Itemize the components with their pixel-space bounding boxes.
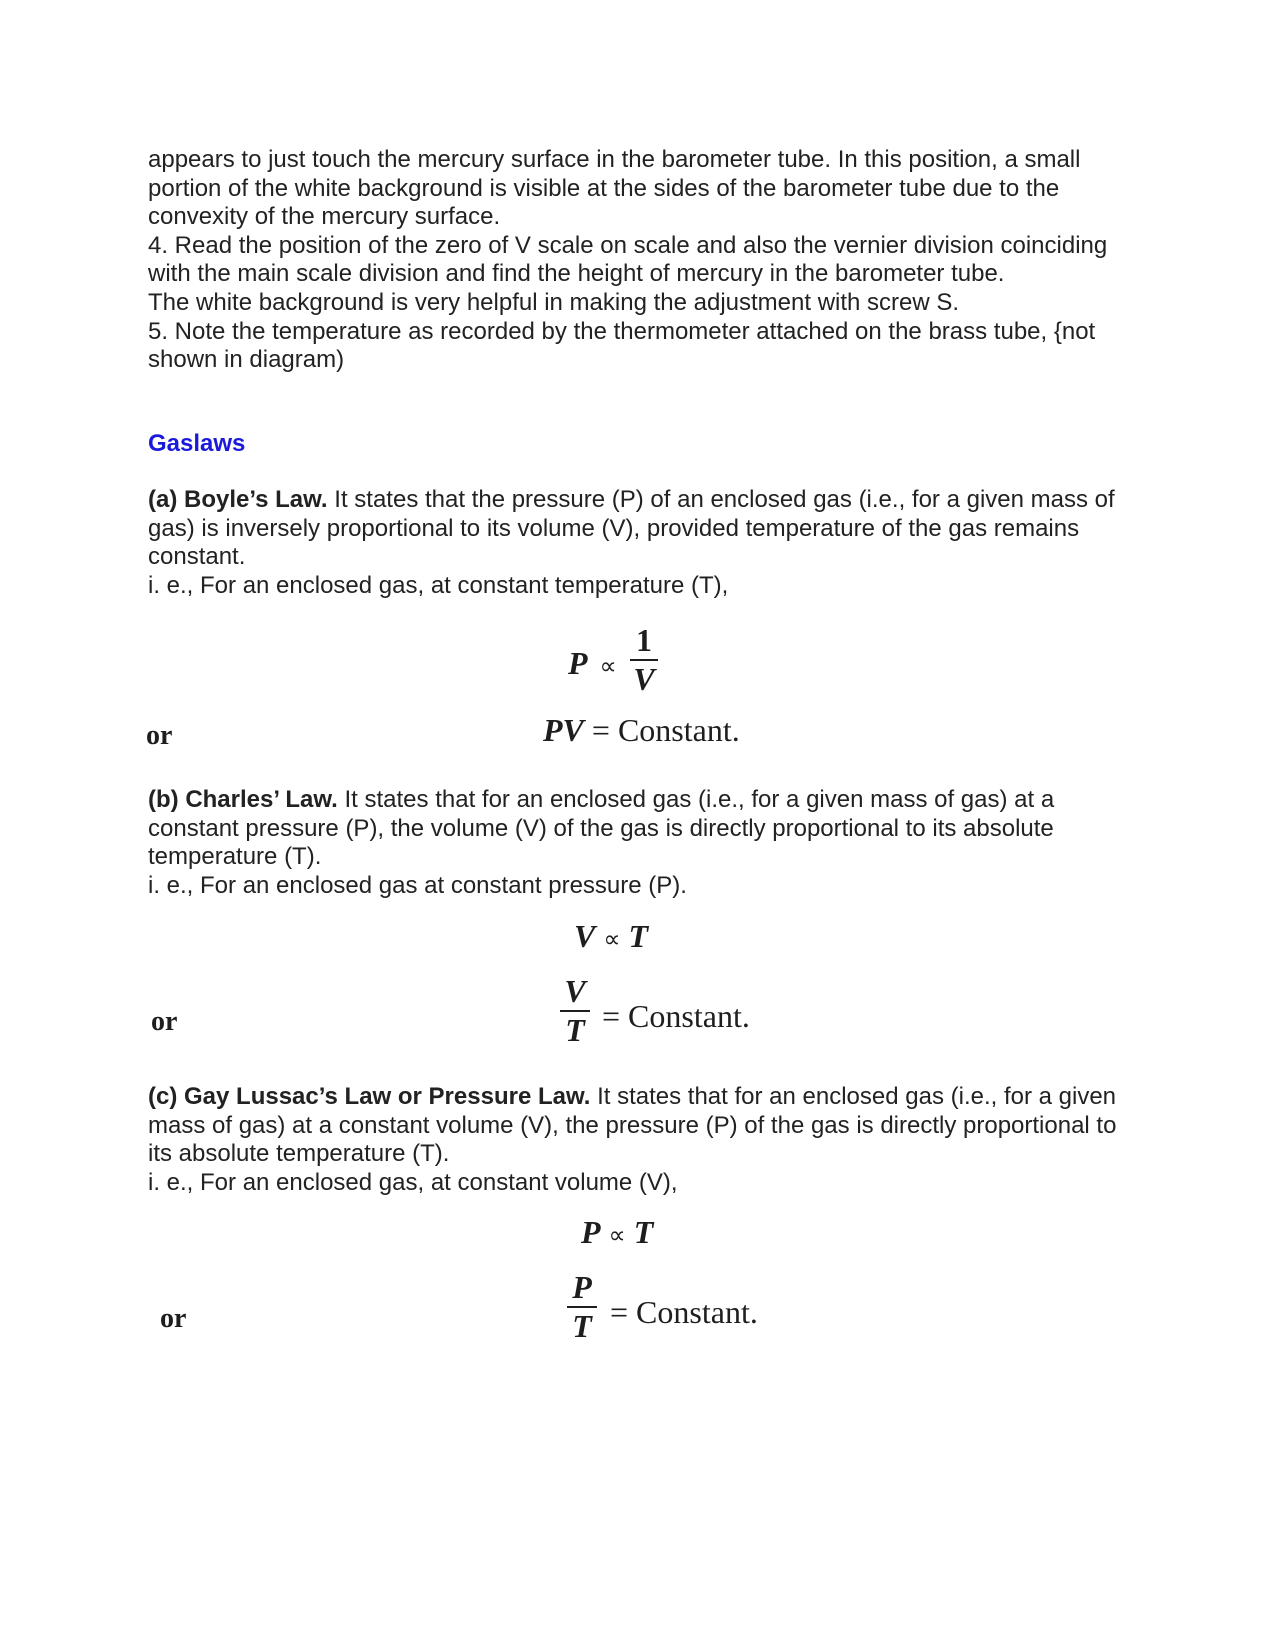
boyle-law-title: (a) Boyle’s Law. <box>148 486 328 513</box>
fraction-numerator: V <box>564 973 586 1009</box>
or-label-gaylussac: or <box>160 1303 187 1334</box>
proportional-symbol: ∝ <box>603 927 621 953</box>
gaylussac-law-block <box>148 1083 1138 1197</box>
gaylussac-eq1 <box>581 1214 653 1251</box>
procedure-text <box>148 146 1138 375</box>
paragraph-step-4: 4. Read the position of the zero of V scale on scale and also the vernier division coinciding with the main scale division and find the height of mercury in the barometer tube. <box>148 231 1108 288</box>
boyle-law-block <box>148 486 1138 600</box>
boyle-law-paragraph <box>148 486 1138 572</box>
charles-eq2-fraction <box>560 973 590 1048</box>
boyle-eq1-fraction <box>630 622 658 697</box>
section-heading-gaslaws: Gaslaws <box>148 430 246 457</box>
paragraph-white-background: The white background is very helpful in making the adjustment with screw S. <box>148 288 960 316</box>
fraction-denominator: V <box>633 661 655 697</box>
boyle-law-ie: i. e., For an enclosed gas, at constant temperature (T), <box>148 571 729 599</box>
boyle-law-text: It states that the pressure (P) of an enclosed gas (i.e., for a given mass of gas) is inversely proportional to its volume (V), provided temperature of the gas remains constant. <box>148 486 1115 571</box>
gaylussac-law-ie: i. e., For an enclosed gas, at constant volume (V), <box>148 1168 678 1196</box>
symbol-p: P <box>568 645 588 681</box>
fraction-denominator: T <box>565 1012 585 1048</box>
charles-law-block <box>148 786 1138 900</box>
charles-law-paragraph <box>148 786 1138 872</box>
symbol-t: T <box>633 1214 654 1250</box>
fraction-denominator: T <box>572 1308 592 1344</box>
paragraph-step-5: 5. Note the temperature as recorded by the thermometer attached on the brass tube, {not shown in diagram) <box>148 317 1096 374</box>
constant-text: = Constant. <box>583 712 740 748</box>
charles-eq1 <box>574 918 648 955</box>
boyle-eq2 <box>543 712 740 749</box>
or-label-boyle: or <box>146 720 173 751</box>
charles-law-title: (b) Charles’ Law. <box>148 786 338 813</box>
paragraph-mercury-surface: appears to just touch the mercury surface in the barometer tube. In this position, a small portion of the white background is visible at the sides of the barometer tube due to the convexity of the mercury surface. <box>148 146 1081 231</box>
proportional-symbol: ∝ <box>608 1223 626 1249</box>
gaylussac-law-title: (c) Gay Lussac’s Law or Pressure Law. <box>148 1083 591 1110</box>
gaylussac-law-paragraph <box>148 1083 1138 1169</box>
symbol-pv: PV <box>543 712 584 748</box>
gaylussac-eq2-fraction <box>567 1269 597 1344</box>
boyle-eq1-lhs <box>568 645 617 682</box>
fraction-numerator: 1 <box>636 622 652 658</box>
symbol-v: V <box>574 918 596 954</box>
charles-law-text: It states that for an enclosed gas (i.e., for a given mass of gas) at a constant pressure (P), the volume (V) of the gas is directly proportional to its absolute temperature (T). <box>148 786 1055 871</box>
symbol-t: T <box>628 918 649 954</box>
charles-eq2-constant: = Constant. <box>602 998 750 1034</box>
or-label-charles: or <box>151 1006 178 1037</box>
gaylussac-eq2-constant: = Constant. <box>610 1294 758 1330</box>
symbol-p: P <box>581 1214 601 1250</box>
fraction-numerator: P <box>572 1269 592 1305</box>
proportional-symbol: ∝ <box>599 654 617 680</box>
charles-law-ie: i. e., For an enclosed gas at constant pressure (P). <box>148 871 687 899</box>
gaylussac-law-text: It states that for an enclosed gas (i.e., for a given mass of gas) at a constant volume (V), the pressure (P) of the gas is directly proportional to its absolute temperature (T). <box>148 1083 1117 1168</box>
